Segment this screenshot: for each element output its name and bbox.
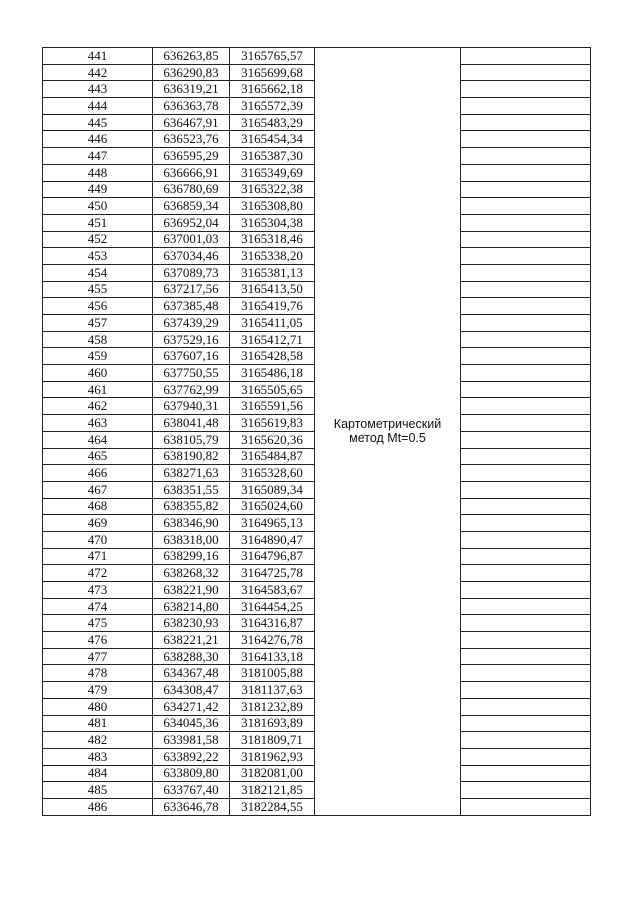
- y-coordinate-cell: 3165591,56: [230, 398, 315, 415]
- y-coordinate-cell: 3165483,29: [230, 114, 315, 131]
- y-coordinate-cell: 3181005,88: [230, 665, 315, 682]
- y-coordinate-cell: 3165699,68: [230, 64, 315, 81]
- x-coordinate-cell: 637750,55: [153, 365, 230, 382]
- empty-cell: [461, 431, 591, 448]
- point-number-cell: 454: [43, 264, 153, 281]
- point-number-cell: 482: [43, 732, 153, 749]
- x-coordinate-cell: 638351,55: [153, 481, 230, 498]
- y-coordinate-cell: 3164133,18: [230, 648, 315, 665]
- y-coordinate-cell: 3165318,46: [230, 231, 315, 248]
- empty-cell: [461, 648, 591, 665]
- point-number-cell: 485: [43, 782, 153, 799]
- x-coordinate-cell: 636666,91: [153, 164, 230, 181]
- y-coordinate-cell: 3182081,00: [230, 765, 315, 782]
- y-coordinate-cell: 3165413,50: [230, 281, 315, 298]
- x-coordinate-cell: 634367,48: [153, 665, 230, 682]
- x-coordinate-cell: 638214,80: [153, 598, 230, 615]
- x-coordinate-cell: 637385,48: [153, 298, 230, 315]
- x-coordinate-cell: 637607,16: [153, 348, 230, 365]
- y-coordinate-cell: 3165662,18: [230, 81, 315, 98]
- point-number-cell: 480: [43, 698, 153, 715]
- y-coordinate-cell: 3165428,58: [230, 348, 315, 365]
- empty-cell: [461, 214, 591, 231]
- point-number-cell: 475: [43, 615, 153, 632]
- empty-cell: [461, 248, 591, 265]
- y-coordinate-cell: 3165089,34: [230, 481, 315, 498]
- x-coordinate-cell: 638299,16: [153, 548, 230, 565]
- y-coordinate-cell: 3165419,76: [230, 298, 315, 315]
- y-coordinate-cell: 3165619,83: [230, 415, 315, 432]
- x-coordinate-cell: 638221,21: [153, 632, 230, 649]
- empty-cell: [461, 164, 591, 181]
- x-coordinate-cell: 634271,42: [153, 698, 230, 715]
- point-number-cell: 458: [43, 331, 153, 348]
- x-coordinate-cell: 636467,91: [153, 114, 230, 131]
- point-number-cell: 481: [43, 715, 153, 732]
- empty-cell: [461, 782, 591, 799]
- point-number-cell: 442: [43, 64, 153, 81]
- y-coordinate-cell: 3164965,13: [230, 515, 315, 532]
- x-coordinate-cell: 637940,31: [153, 398, 230, 415]
- y-coordinate-cell: 3165381,13: [230, 264, 315, 281]
- x-coordinate-cell: 636290,83: [153, 64, 230, 81]
- x-coordinate-cell: 637762,99: [153, 381, 230, 398]
- point-number-cell: 461: [43, 381, 153, 398]
- point-number-cell: 463: [43, 415, 153, 432]
- x-coordinate-cell: 634045,36: [153, 715, 230, 732]
- point-number-cell: 465: [43, 448, 153, 465]
- point-number-cell: 469: [43, 515, 153, 532]
- y-coordinate-cell: 3164316,87: [230, 615, 315, 632]
- x-coordinate-cell: 638271,63: [153, 465, 230, 482]
- x-coordinate-cell: 633892,22: [153, 748, 230, 765]
- x-coordinate-cell: 637439,29: [153, 315, 230, 332]
- empty-cell: [461, 582, 591, 599]
- empty-cell: [461, 81, 591, 98]
- empty-cell: [461, 381, 591, 398]
- y-coordinate-cell: 3181962,93: [230, 748, 315, 765]
- table-row: [43, 48, 591, 65]
- x-coordinate-cell: 636952,04: [153, 214, 230, 231]
- empty-cell: [461, 615, 591, 632]
- empty-cell: [461, 331, 591, 348]
- point-number-cell: 448: [43, 164, 153, 181]
- y-coordinate-cell: 3164890,47: [230, 531, 315, 548]
- y-coordinate-cell: 3165454,34: [230, 131, 315, 148]
- coordinates-table: [42, 47, 591, 816]
- method-accuracy: метод Mt=0.5: [349, 431, 426, 446]
- empty-cell: [461, 531, 591, 548]
- empty-cell: [461, 632, 591, 649]
- x-coordinate-cell: 633809,80: [153, 765, 230, 782]
- empty-cell: [461, 481, 591, 498]
- empty-cell: [461, 715, 591, 732]
- x-coordinate-cell: 638268,32: [153, 565, 230, 582]
- y-coordinate-cell: 3181137,63: [230, 682, 315, 699]
- empty-cell: [461, 264, 591, 281]
- x-coordinate-cell: 637089,73: [153, 264, 230, 281]
- y-coordinate-cell: 3164454,25: [230, 598, 315, 615]
- empty-cell: [461, 298, 591, 315]
- x-coordinate-cell: 633767,40: [153, 782, 230, 799]
- y-coordinate-cell: 3165412,71: [230, 331, 315, 348]
- empty-cell: [461, 365, 591, 382]
- empty-cell: [461, 114, 591, 131]
- empty-cell: [461, 198, 591, 215]
- point-number-cell: 466: [43, 465, 153, 482]
- point-number-cell: 460: [43, 365, 153, 382]
- empty-cell: [461, 498, 591, 515]
- y-coordinate-cell: 3165620,36: [230, 431, 315, 448]
- y-coordinate-cell: 3164583,67: [230, 582, 315, 599]
- empty-cell: [461, 98, 591, 115]
- point-number-cell: 474: [43, 598, 153, 615]
- point-number-cell: 441: [43, 48, 153, 65]
- point-number-cell: 445: [43, 114, 153, 131]
- x-coordinate-cell: 634308,47: [153, 682, 230, 699]
- empty-cell: [461, 181, 591, 198]
- y-coordinate-cell: 3164725,78: [230, 565, 315, 582]
- x-coordinate-cell: 638355,82: [153, 498, 230, 515]
- empty-cell: [461, 64, 591, 81]
- point-number-cell: 456: [43, 298, 153, 315]
- method-cell: [315, 48, 461, 816]
- y-coordinate-cell: 3165024,60: [230, 498, 315, 515]
- point-number-cell: 467: [43, 481, 153, 498]
- empty-cell: [461, 315, 591, 332]
- empty-cell: [461, 448, 591, 465]
- x-coordinate-cell: 638041,48: [153, 415, 230, 432]
- empty-cell: [461, 732, 591, 749]
- y-coordinate-cell: 3165308,80: [230, 198, 315, 215]
- point-number-cell: 453: [43, 248, 153, 265]
- x-coordinate-cell: 638230,93: [153, 615, 230, 632]
- y-coordinate-cell: 3165338,20: [230, 248, 315, 265]
- y-coordinate-cell: 3165484,87: [230, 448, 315, 465]
- point-number-cell: 473: [43, 582, 153, 599]
- point-number-cell: 455: [43, 281, 153, 298]
- point-number-cell: 476: [43, 632, 153, 649]
- point-number-cell: 462: [43, 398, 153, 415]
- point-number-cell: 478: [43, 665, 153, 682]
- point-number-cell: 483: [43, 748, 153, 765]
- empty-cell: [461, 281, 591, 298]
- empty-cell: [461, 748, 591, 765]
- y-coordinate-cell: 3181232,89: [230, 698, 315, 715]
- coordinates-table-body: [43, 48, 591, 816]
- empty-cell: [461, 665, 591, 682]
- x-coordinate-cell: 638221,90: [153, 582, 230, 599]
- point-number-cell: 443: [43, 81, 153, 98]
- empty-cell: [461, 682, 591, 699]
- x-coordinate-cell: 637529,16: [153, 331, 230, 348]
- x-coordinate-cell: 636780,69: [153, 181, 230, 198]
- y-coordinate-cell: 3164796,87: [230, 548, 315, 565]
- point-number-cell: 484: [43, 765, 153, 782]
- point-number-cell: 468: [43, 498, 153, 515]
- empty-cell: [461, 515, 591, 532]
- point-number-cell: 452: [43, 231, 153, 248]
- empty-cell: [461, 131, 591, 148]
- y-coordinate-cell: 3165387,30: [230, 148, 315, 165]
- point-number-cell: 459: [43, 348, 153, 365]
- y-coordinate-cell: 3165328,60: [230, 465, 315, 482]
- point-number-cell: 472: [43, 565, 153, 582]
- point-number-cell: 450: [43, 198, 153, 215]
- point-number-cell: 446: [43, 131, 153, 148]
- x-coordinate-cell: 638190,82: [153, 448, 230, 465]
- empty-cell: [461, 415, 591, 432]
- point-number-cell: 457: [43, 315, 153, 332]
- empty-cell: [461, 465, 591, 482]
- y-coordinate-cell: 3164276,78: [230, 632, 315, 649]
- x-coordinate-cell: 638346,90: [153, 515, 230, 532]
- x-coordinate-cell: 637001,03: [153, 231, 230, 248]
- point-number-cell: 479: [43, 682, 153, 699]
- x-coordinate-cell: 636859,34: [153, 198, 230, 215]
- y-coordinate-cell: 3165572,39: [230, 98, 315, 115]
- empty-cell: [461, 548, 591, 565]
- y-coordinate-cell: 3181809,71: [230, 732, 315, 749]
- y-coordinate-cell: 3181693,89: [230, 715, 315, 732]
- empty-cell: [461, 348, 591, 365]
- point-number-cell: 444: [43, 98, 153, 115]
- point-number-cell: 449: [43, 181, 153, 198]
- point-number-cell: 471: [43, 548, 153, 565]
- y-coordinate-cell: 3165304,38: [230, 214, 315, 231]
- y-coordinate-cell: 3165765,57: [230, 48, 315, 65]
- x-coordinate-cell: 638318,00: [153, 531, 230, 548]
- method-name: Картометрический: [333, 417, 442, 432]
- x-coordinate-cell: 636523,76: [153, 131, 230, 148]
- x-coordinate-cell: 637034,46: [153, 248, 230, 265]
- x-coordinate-cell: 636363,78: [153, 98, 230, 115]
- empty-cell: [461, 565, 591, 582]
- empty-cell: [461, 231, 591, 248]
- empty-cell: [461, 598, 591, 615]
- x-coordinate-cell: 636263,85: [153, 48, 230, 65]
- y-coordinate-cell: 3182284,55: [230, 798, 315, 815]
- x-coordinate-cell: 633981,58: [153, 732, 230, 749]
- point-number-cell: 477: [43, 648, 153, 665]
- point-number-cell: 486: [43, 798, 153, 815]
- y-coordinate-cell: 3165349,69: [230, 164, 315, 181]
- empty-cell: [461, 48, 591, 65]
- y-coordinate-cell: 3165411,05: [230, 315, 315, 332]
- point-number-cell: 470: [43, 531, 153, 548]
- y-coordinate-cell: 3165486,18: [230, 365, 315, 382]
- empty-cell: [461, 148, 591, 165]
- x-coordinate-cell: 633646,78: [153, 798, 230, 815]
- x-coordinate-cell: 637217,56: [153, 281, 230, 298]
- empty-cell: [461, 798, 591, 815]
- x-coordinate-cell: 638105,79: [153, 431, 230, 448]
- point-number-cell: 451: [43, 214, 153, 231]
- empty-cell: [461, 398, 591, 415]
- point-number-cell: 447: [43, 148, 153, 165]
- y-coordinate-cell: 3182121,85: [230, 782, 315, 799]
- x-coordinate-cell: 636319,21: [153, 81, 230, 98]
- x-coordinate-cell: 636595,29: [153, 148, 230, 165]
- empty-cell: [461, 698, 591, 715]
- y-coordinate-cell: 3165505,65: [230, 381, 315, 398]
- y-coordinate-cell: 3165322,38: [230, 181, 315, 198]
- empty-cell: [461, 765, 591, 782]
- point-number-cell: 464: [43, 431, 153, 448]
- x-coordinate-cell: 638288,30: [153, 648, 230, 665]
